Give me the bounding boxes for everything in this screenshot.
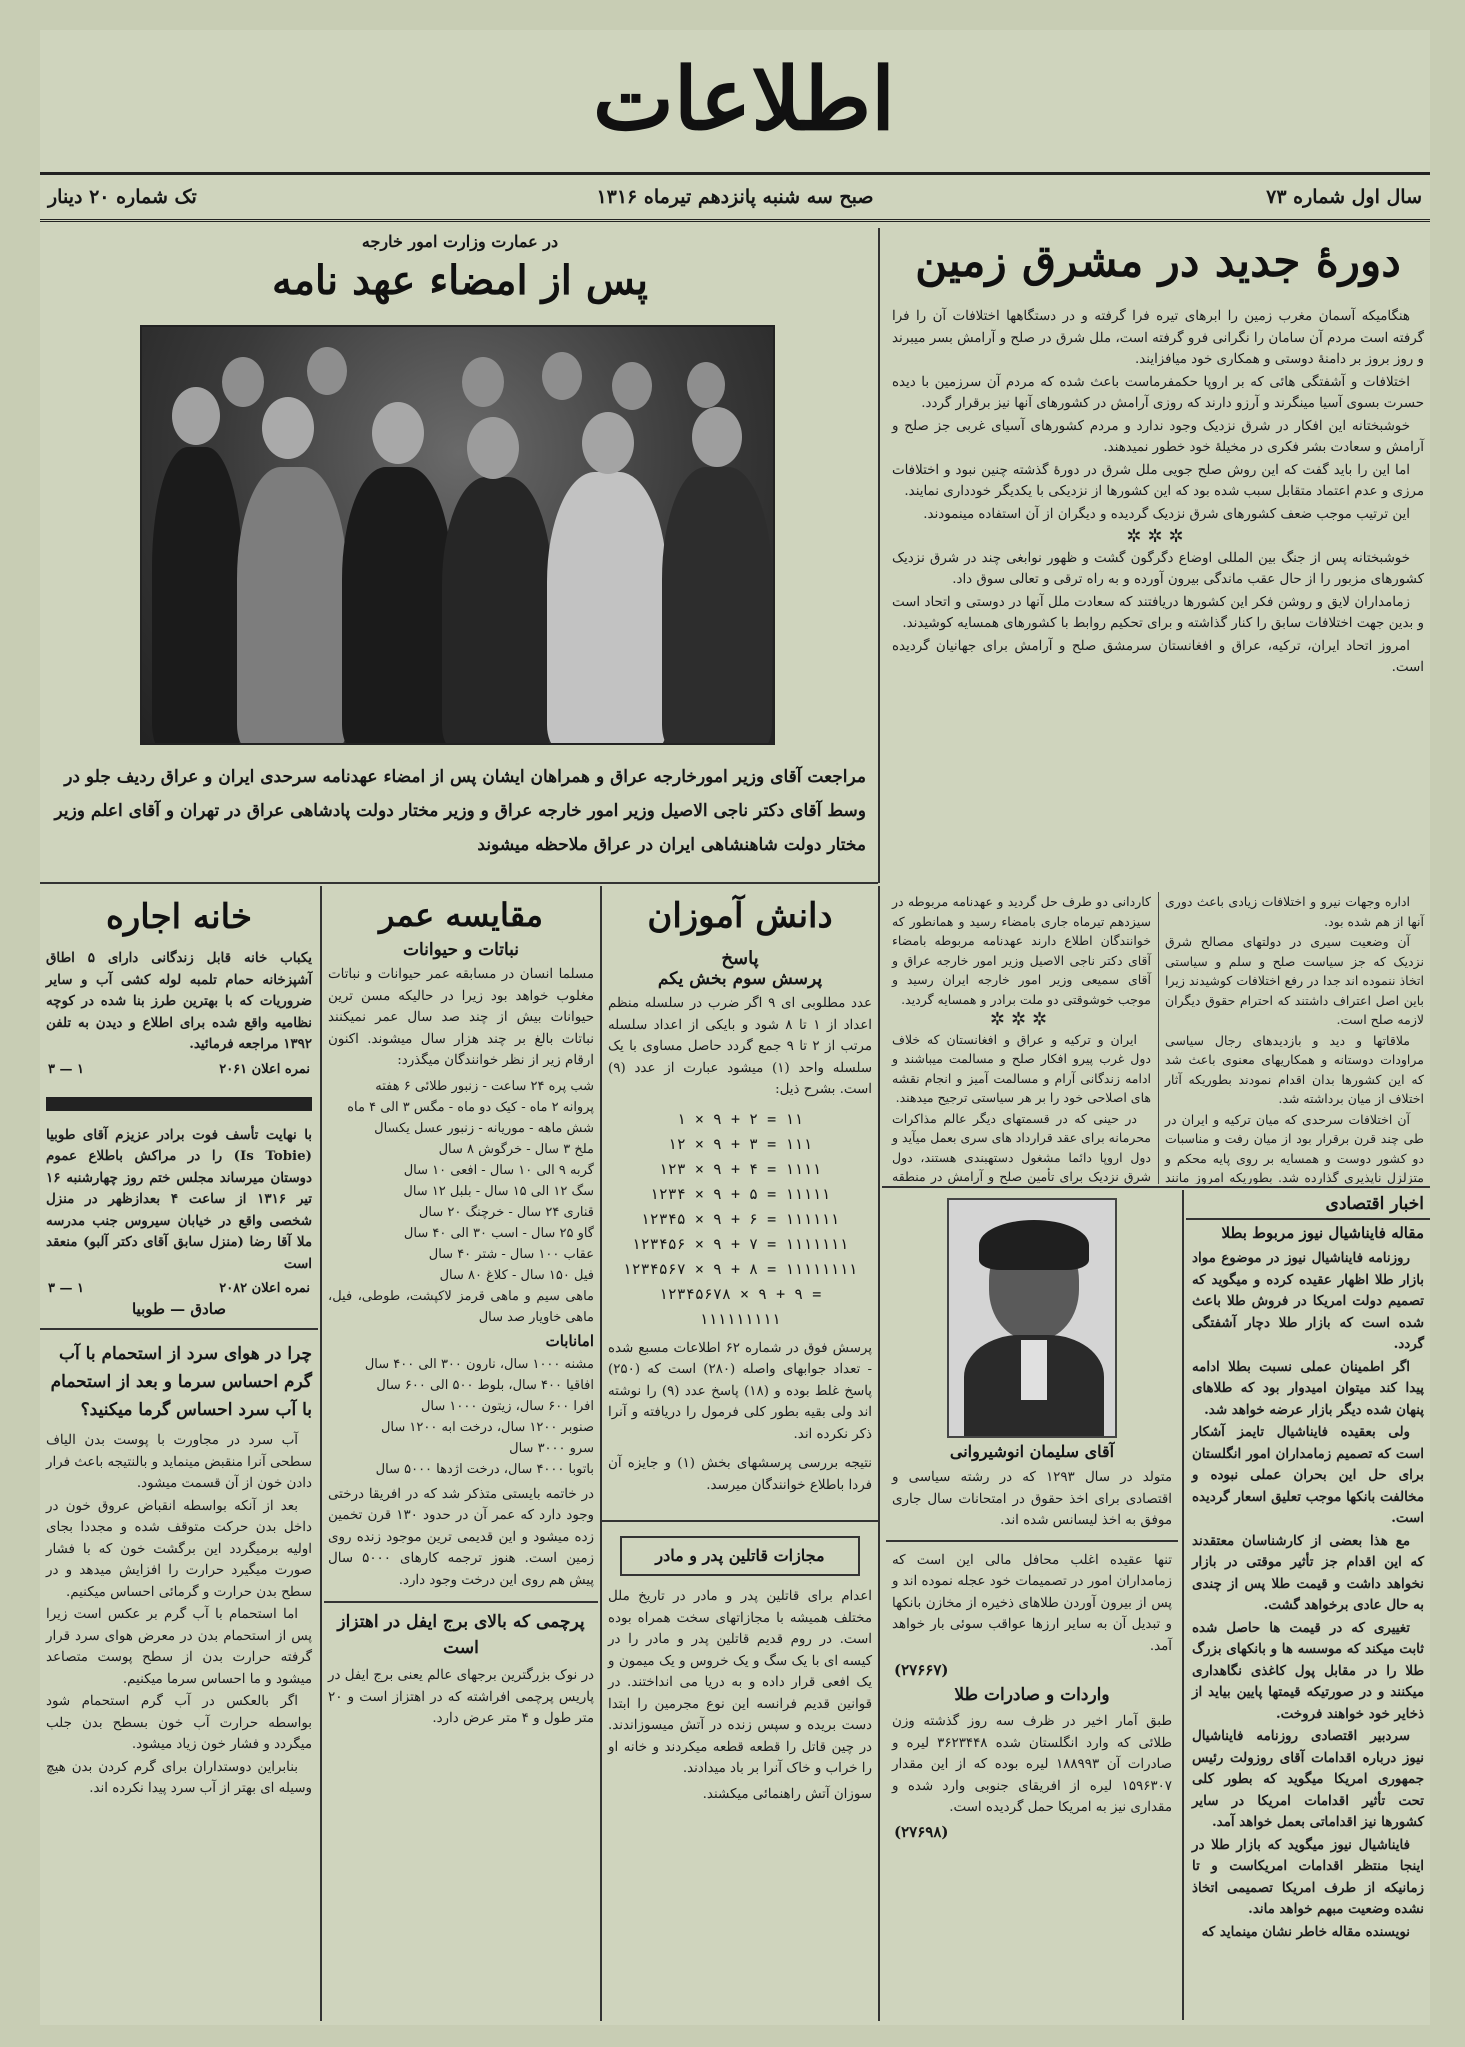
column-rule <box>878 228 880 883</box>
paragraph: بعد از آنکه بواسطه انقباض عروق خون در داخل بدن حرکت متوقف شده و مجددا بجای اولیه برمیگردد این برگشت خون که با فشار صورت میگیرد حرارت را افزایش میدهد و در سطح بدن حرارت و گرمائی احساس میکنیم. <box>46 1498 312 1600</box>
punishment-heading-box <box>620 1536 860 1576</box>
list-item: باتوبا ۴۰۰۰ سال، درخت اژدها ۵۰۰۰ سال <box>375 1461 594 1477</box>
paragraph: خوشبختانه این افکار در شرق نزدیک وجود ندارد و مردم کشورهای آسیای غربی جز صلح و آرامش و سعادت بشر فکری در مخیلهٔ خود خطور نمیدهند. <box>892 418 1424 455</box>
eiffel-box <box>324 1601 598 1734</box>
students-results: پرسش فوق در شماره ۶۲ اطلاعات مسبع شده - تعداد جوابهای واصله (۲۸۰) است که (۲۵۰) پاسخ غلط بوده و (۱۸) پاسخ عدد (۹) را نوشته اند ولی بقیه بطور کلی فرمول را دریافته و آنرا ذکر نکرده اند. <box>608 1340 872 1442</box>
article-treaty-body <box>886 890 1430 1184</box>
newspaper-title: اطلاعات <box>592 49 895 150</box>
cold-water-body <box>40 1426 318 1805</box>
obituary-text: با نهایت تأسف فوت برادر عزیزم آقای طوبیا (Is Tobie) را در مراکش باطلاع عموم دوستان میرساند مجلس ختم روز چهارشنبه ۱۶ تیر ۱۳۱۶ از ساعت ۴ بعدازظهر در منزل شخصی واقع در خیابان سیروس جنب مدرسه ملا آقا رضا (منزل سابق آقای دکتر آلبو) منعقد است <box>46 1126 313 1272</box>
paragraph: نویسنده مقاله خاطر نشان مینماید که <box>1201 1923 1410 1940</box>
paragraph: تغییری که در قیمت ها حاصل شده ثابت میکند که موسسه ها و بانکهای بزرگ طلا را در مقابل پول کاغذی نگاهداری میکنند و در صورتیکه قیمتها پایین بیاید از ذخایر خود خواهند فروخت. <box>1192 1619 1424 1722</box>
gold-figure-a: (۲۷۶۶۷) <box>894 1661 949 1679</box>
portrait-photo <box>947 1198 1117 1438</box>
portrait-name: آقای سلیمان انوشیروانی <box>949 1442 1115 1461</box>
paragraph: اگر بالعکس در آب گرم استحمام شود بواسطه حرارت آب خون بسطح بدن جلب میگردد و فشار خون زیاد میشود. <box>46 1694 312 1752</box>
paragraph: اما این را باید گفت که این روش صلح جویی ملل شرق در دورهٔ گذشته چنین نبود و اختلافات مرزی و عدم اعتماد متقابل سبب شده بود که این کشورها از نزدیکی با یکدیگر خودداری نمایند. <box>892 462 1424 499</box>
list-item: قناری ۲۴ سال - خرچنگ ۲۰ سال <box>418 1204 594 1220</box>
paragraph: اگر اطمینان عملی نسبت بطلا ادامه پیدا کند میتوان امیدوار بود که طلاهای پنهان شده دیگر بازار عرضه خواهد شد. <box>1192 1358 1424 1418</box>
gold-opinion: تنها عقیده اغلب محافل مالی این است که زمامداران امور در تصمیمات خود عجله نموده اند و پس از بیرون آوردن طلاهای ذخیره از مخازن بانکها و تبدیل آن به سایر ارزها عواقب سوئی بار خواهد آمد. <box>892 1552 1172 1654</box>
students-prize-note: نتیجه بررسی پرسشهای بخش (۱) و جایزه آن فردا باطلاع خوانندگان میرسد. <box>608 1456 872 1493</box>
paragraph: ملاقاتها و دید و بازدیدهای رجال سیاسی مراودات دوستانه و همکاریهای معنوی باعث شد که این کشورها بدان اقدام نمودند بطوریکه آثار اختلاف از میان برداشته شد. <box>1165 1032 1424 1106</box>
ad-count: ۱ — ۳ <box>48 1281 85 1296</box>
obituary-signature: صادق — طوبیا <box>131 1300 227 1318</box>
paragraph: زمامداران لایق و روشن فکر این کشورها دریافتند که سعادت ملل آنها در دوستی و اتحاد است و بدین جهت اختلافات سابق را کنار گذاشته و برای تحکیم روابط با کشورهای همسایه کوشیدند. <box>892 594 1424 631</box>
column-rule <box>600 886 602 2021</box>
treaty-body-text <box>886 890 1430 1184</box>
article-headline: پس از امضاء عهد نامه <box>272 257 648 304</box>
list-item: فیل ۱۵۰ سال - کلاغ ۸۰ سال <box>439 1267 594 1283</box>
economy-headline: مقاله فایناشیال نیوز مربوط بطلا <box>1221 1224 1424 1242</box>
students-intro: عدد مطلوبی ای ۹ اگر ضرب در سلسله منظم اعداد از ۱ تا ۸ شود و بایکی از اعداد سلسله مرتب از ۲ تا ۹ جمع گردد حاصل مساوی با یک سلسله واحد (۱) میشود عبارت از عدد (۹) است. بشرح ذیل: <box>608 996 872 1097</box>
list-item: افرا ۶۰۰ سال، زیتون ۱۰۰۰ سال <box>420 1398 594 1414</box>
equation-list <box>604 1105 876 1334</box>
ad-number: نمره اعلان ۲۰۸۲ <box>219 1281 310 1296</box>
cold-water-headline: چرا در هوای سرد از استحمام با آب گرم احساس سرما و بعد از استحمام با آب سرد احساس گرما میکنید؟ <box>50 1344 312 1420</box>
list-item: سگ ۱۲ الی ۱۵ سال - بلبل ۱۲ سال <box>403 1183 594 1199</box>
portrait-gold-column <box>886 1190 1178 2020</box>
paragraph: آن اختلافات سرحدی که میان ترکیه و ایران در طی چند قرن برقرار بود از میان رفت و مناسبات دو کشور دوست و همسایه بر روی پایه محکم و متزلزل ناپذیری گذارده شد. بطوریکه امروز مانند <box>1165 1111 1424 1184</box>
lifespan-intro: مسلما انسان در مسابقه عمر حیوانات و نباتات مغلوب خواهد بود زیرا در حالیکه مسن ترین حیوانات بیش از چند صد سال عمر نمیکنند نباتات بالغ بر چند هزار سال میشوند. اکنون ارقام زیر از نظر خوانندگان میگذرد: <box>328 967 594 1068</box>
paragraph: خوشبختانه پس از جنگ بین المللی اوضاع دگرگون گشت و ظهور نوابغی چند در شرق نزدیک کشورهای مزبور را از حال عقب ماندگی بیرون آورده و به راه ترقی و تعالی سوق داد. <box>892 550 1424 587</box>
paragraph: بنابراین دوستداران برای گرم کردن بدن هیچ وسیله ای بهتر از آب سرد پیدا نکرده اند. <box>46 1759 312 1796</box>
masthead <box>40 30 1430 155</box>
paragraph: مع هذا بعضی از کارشناسان معتقدند که این اقدام جز تأثیر موقتی در بازار نخواهد داشت و قیمت طلا پس از چندی به حال عادی برخواهد گشت. <box>1192 1532 1424 1613</box>
section-rule <box>882 1186 1430 1188</box>
rental-ad-text: یکباب خانه قابل زندگانی دارای ۵ اطاق آشپزخانه حمام تلمبه لوله کشی آب و سایر ضروریات که با بهترین طرز بنا شده در کوچه نظامیه واقع شده برای اطلاع و دیدن به تلفن ۱۳۹۲ مراجعه فرمائید. <box>46 950 312 1052</box>
column-headline: خانه اجاره <box>106 897 252 937</box>
plants-heading: امانابات <box>545 1331 594 1350</box>
ad-number: نمره اعلان ۲۰۶۱ <box>219 1061 310 1077</box>
list-item: افاقیا ۴۰۰ سال، بلوط ۵۰۰ الی ۶۰۰ سال <box>376 1377 594 1393</box>
column-rule <box>1182 1190 1184 2020</box>
column-headline: دانش آموزان <box>647 896 833 936</box>
list-item: مشنه ۱۰۰۰ سال، نارون ۳۰۰ الی ۴۰۰ سال <box>364 1356 594 1372</box>
ornament: ✲✲✲ <box>1126 526 1190 547</box>
equation-row: ۱ × ۹ + ۲ = ۱۱ <box>676 1109 804 1128</box>
plant-list <box>324 1354 598 1480</box>
gold-trade-headline: واردات و صادرات طلا <box>954 1685 1110 1705</box>
newspaper-page <box>40 30 1430 2025</box>
lifespan-column <box>324 890 598 2020</box>
animal-list <box>324 1076 598 1328</box>
column-headline: مقایسه عمر <box>378 896 544 934</box>
paragraph: اختلافات و آشفتگی هائی که بر اروپا حکمفرماست باعث شده که مردم آن سرزمین با دیده حسرت بسوی آسیا مینگرند و آرزو دارند که روزی آرامش در کشورهای آنها نیز برقرار گردد. <box>892 374 1424 411</box>
list-item: عقاب ۱۰۰ سال - شتر ۴۰ سال <box>428 1246 594 1262</box>
equation-row: ۱۲ × ۹ + ۳ = ۱۱۱ <box>667 1134 813 1153</box>
students-column <box>604 890 876 1520</box>
economy-column <box>1186 1190 1430 2020</box>
eiffel-headline: پرچمی که بالای برج ایفل در اهتزاز است <box>337 1612 585 1658</box>
list-item: ماهی سیم و ماهی قرمز لاکپشت، طوطی، فیل، ماهی خاویار صد سال <box>328 1288 594 1325</box>
column-subheadline: نباتات و حیوانات <box>402 940 520 960</box>
paragraph: اما استحمام با آب گرم بر عکس است زیرا پس از استحمام بدن در معرض هوای سرد قرار گرفته حرارت بدن از سطح پوست متصاعد میشود و ما احساس سرما میکنیم. <box>46 1607 312 1687</box>
punishment-article <box>604 1582 876 2022</box>
black-band <box>46 1097 312 1111</box>
list-item: گاو ۲۵ سال - اسب ۳۰ الی ۴۰ سال <box>403 1225 594 1241</box>
section-rule <box>40 882 878 884</box>
list-item: شب پره ۲۴ ساعت - زنبور طلائی ۶ هفته <box>375 1078 594 1094</box>
photo-caption: مراجعت آقای وزیر امورخارجه عراق و همراهان ایشان پس از امضاء عهدنامه سرحدی ایران و عراق ردیف جلو در وسط آقای دکتر ناجی الاصیل وزیر امور خارجه عراق و وزیر مختار دولت پادشاهی عراق در تهران و آقای اعلم وزیر مختار دولت شاهنشاهی ایران در عراق ملاحظه میشوند <box>54 767 866 855</box>
column-rule <box>878 886 880 2021</box>
paragraph: ایران و ترکیه و عراق و افغانستان که خلاف دول غرب پیرو افکار صلح و مسالمت میباشند و ادامه زندگانی آرام و مسالمت آمیز و انجام نقشه های اصلاحی خود را بر هر سیاستی ترجیح میدهند. <box>892 1031 1151 1105</box>
paragraph: امروز اتحاد ایران، ترکیه، عراق و افغانستان سرمشق صلح و آرامش برای جهانیان گردیده است. <box>892 638 1424 675</box>
answer-label: پاسخ <box>721 948 759 969</box>
equation-row: ۱۲۳۴ × ۹ + ۵ = ۱۱۱۱۱ <box>649 1184 831 1203</box>
economy-section-label: اخبار اقتصادی <box>1186 1190 1430 1220</box>
article-body <box>886 300 1430 679</box>
paragraph: روزنامه فایناشیال نیوز در موضوع مواد بازار طلا اظهار عقیده کرده و میگوید که تصمیم دولت امریکا در فروش طلا باعث شده است که بازار طلا دچار آشفتگی گردد. <box>1192 1250 1424 1352</box>
list-item: سرو ۳۰۰۰ سال <box>509 1440 594 1456</box>
list-item: گربه ۹ الی ۱۰ سال - افعی ۱۰ سال <box>403 1162 594 1178</box>
group-photo <box>140 325 775 745</box>
economy-body <box>1186 1246 1430 1946</box>
section-rule <box>600 1520 878 1522</box>
list-item: ملخ ۳ سال - خرگوش ۸ سال <box>438 1141 594 1157</box>
year-issue: سال اول شماره ۷۳ <box>1266 186 1422 208</box>
question-label: پرسش سوم بخش یکم <box>657 969 823 989</box>
issue-date: صبح سه شنبه پانزدهم تیرماه ۱۳۱۶ <box>596 186 874 208</box>
classifieds-column <box>40 890 318 2020</box>
issue-price: تک شماره ۲۰ دینار <box>48 186 197 208</box>
equation-row: ۱۲۳۴۵۶۷۸ × ۹ + ۹ = ۱۱۱۱۱۱۱۱۱ <box>658 1284 822 1328</box>
ornament: ✲✲✲ <box>989 1009 1054 1030</box>
list-item: پروانه ۲ ماه - کیک دو ماه - مگس ۳ الی ۴ ماه <box>347 1099 594 1115</box>
gold-figure-b: (۲۷۶۹۸) <box>894 1822 949 1841</box>
paragraph: هنگامیکه آسمان مغرب زمین را ابرهای تیره فرا گرفته و در دستگاهها اختلافات آن را فرا گرفته است مردم آن سامان را نگرانی فرو گرفته است، ملل شرق در صلح و آرامش بسر میبرند و روز بروز بر دامنهٔ دوستی و همکاری خود میافزایند. <box>892 309 1424 367</box>
paragraph: آن وضعیت سیری در دولتهای مصالح شرق نزدیک که جز سیاست صلح و سلم و سیاستی اتخاذ ننموده اند جدا در رفع اختلافات کوشیدند زیرا باین اصل اعتراف داشتند که احترام حقوق دیگران لازمه صلح است. <box>1165 934 1424 1027</box>
equation-row: ۱۲۳۴۵ × ۹ + ۶ = ۱۱۱۱۱۱ <box>640 1209 840 1228</box>
ad-count: ۱ — ۳ <box>48 1061 85 1077</box>
lifespan-tail: در خاتمه بایستی متذکر شد که در افریقا درختی وجود دارد که عمر آن در حدود ۱۳۰ قرن تخمین زده میشود و این قدیمی ترین موجود زنده روی زمین است. هنوز ترجمه کارهای ۵۰۰۰ سال پیش هم روی این درخت وجود دارد. <box>328 1486 594 1588</box>
column-rule <box>320 886 322 2021</box>
punishment-text: اعدام برای قاتلین پدر و مادر در تاریخ ملل مختلف همیشه با مجازاتهای سخت همراه بوده است. در روم قدیم قاتلین پدر و مادر را در کیسه ای با یک سگ و یک خروس و یک میمون و یک افعی قرار داده و به دریا می انداختند. در قوانین قدیم فرانسه این نوع مجرمین را ابتدا دست بریده و سپس زنده در آتش میسوزاندند. در چین قاتل را قطعه قطعه میکردند و خانه او را خراب و خاک آنرا بر باد میدادند. <box>608 1589 872 1776</box>
obituary-footer <box>40 1279 318 1298</box>
paragraph: سردبیر اقتصادی روزنامه فایناشیال نیوز درباره اقدامات آقای روزولت رئیس جمهوری امریکا میگوید که بطور کلی تحت تأثیر اقدامات امریکا در سایر کشورها نیز اقداماتی بعمل خواهد آمد. <box>1192 1728 1424 1830</box>
article-headline: دورهٔ جدید در مشرق زمین <box>915 236 1401 287</box>
paragraph: در حینی که در قسمتهای دیگر عالم مذاکرات محرمانه برای عقد قرارداد های سری بعمل میآید و دول اروپا دائما مشغول دستهبندی هستند، دول شرق نزدیک برای تأمین صلح و آرامش در منطقه <box>892 1110 1151 1184</box>
paragraph: فایناشیال نیوز میگوید که بازار طلا در اینجا منتظر اقدامات امریکاست و تا زمانیکه از طرف امریکا تصمیمی اتخاذ نشده وضعیت مبهم خواهد ماند. <box>1192 1836 1424 1917</box>
list-item: شش ماهه - موریانه - زنبور عسل یکسال <box>374 1120 594 1136</box>
article-kicker: در عمارت وزارت امور خارجه <box>361 232 559 251</box>
equation-row: ۱۲۳ × ۹ + ۴ = ۱۱۱۱ <box>658 1159 822 1178</box>
equation-row: ۱۲۳۴۵۶ × ۹ + ۷ = ۱۱۱۱۱۱۱ <box>631 1234 849 1253</box>
dateline <box>40 172 1430 222</box>
list-item: صنوبر ۱۲۰۰ سال، درخت ابه ۱۲۰۰ سال <box>380 1419 594 1435</box>
punishment-end: سوزان آتش راهنمائی میکشند. <box>702 1786 872 1802</box>
paragraph: ولی بعقیده فایناشیال تایمز آشکار است که تصمیم زمامداران امور انگلستان برای حل این بحران عملی نبوده و مخالفت بانکها موجب تعلیق اسعار گردیده است. <box>1192 1424 1424 1526</box>
rental-ad-footer <box>40 1060 318 1079</box>
gold-trade-text: طبق آمار اخیر در ظرف سه روز گذشته وزن طلائی که وارد انگلستان شده ۳۶۲۳۴۴۸ لیره و صادرات آن ۱۸۸۹۹۳ لیره بوده که از این مقدار ۱۵۹۶۳۰۷ لیره از افریقای جنوبی وارد شده و مقداری نیز به امریکا حمل گردیده است. <box>892 1714 1172 1815</box>
punishment-headline: مجازات قاتلین پدر و مادر <box>655 1546 825 1565</box>
portrait-caption: متولد در سال ۱۲۹۳ که در رشته سیاسی و اقتصادی برای اخذ حقوق در امتحانات سال جاری موفق به اخذ لیسانس شده اند. <box>892 1470 1172 1528</box>
paragraph: کاردانی دو طرف حل گردید و عهدنامه مربوطه در سیزدهم تیرماه جاری بامضاء رسید و همانطور که خوانندگان اطلاع دارند عهدنامه مربوطه بامضاء آقای دکتر ناجی الاصیل وزیر امور خارجه عراق و آقای سمیعی وزیر امور خارجه ایران رسید و موجب خوشوقتی دو ملت برادر و همسایه گردید. <box>892 894 1151 1007</box>
paragraph: آب سرد در مجاورت با پوست بدن الیاف سطحی آنرا منقبض مینماید و بالنتیجه باعث فرار دادن خون از آن قسمت میشود. <box>46 1433 312 1491</box>
equation-row: ۱۲۳۴۵۶۷ × ۹ + ۸ = ۱۱۱۱۱۱۱۱ <box>622 1259 858 1278</box>
eiffel-text: در نوک بزرگترین برجهای عالم یعنی برج ایفل در پاریس پرچمی افراشته که در اهتزاز است و ۲۰ متر طول و ۴ متر عرض دارد. <box>328 1668 594 1726</box>
article-treaty <box>40 230 876 880</box>
paragraph: اداره وجهات نیرو و اختلافات زیادی باعث دوری آنها از هم شده بود. <box>1165 894 1424 929</box>
paragraph: این ترتیب موجب ضعف کشورهای شرق نزدیک گردیده و دیگران از آن استفاده مینمودند. <box>923 506 1410 522</box>
